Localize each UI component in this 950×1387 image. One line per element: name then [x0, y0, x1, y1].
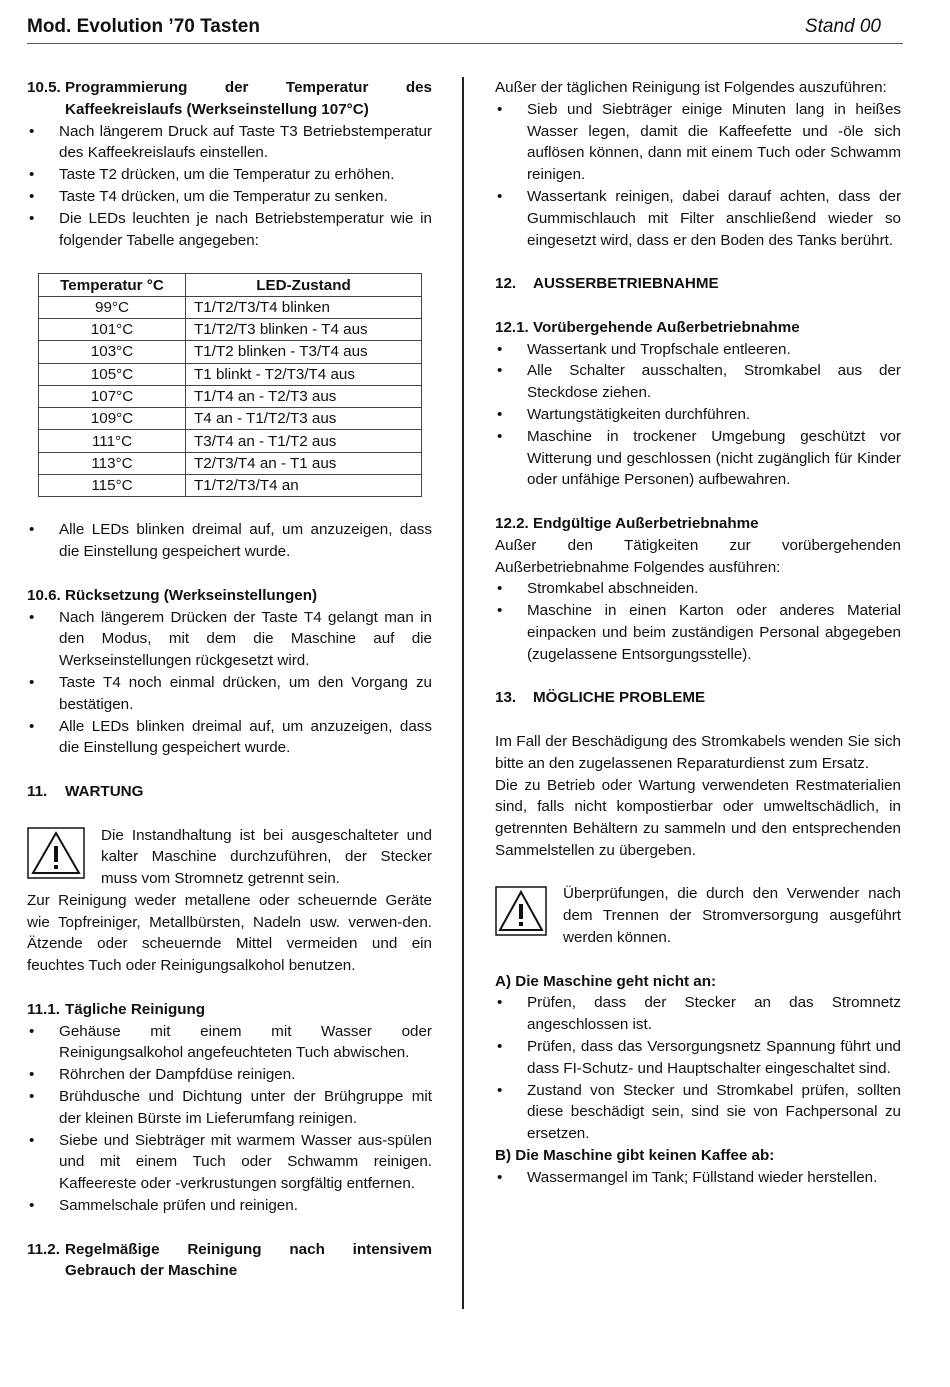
- warning-icon: [27, 827, 87, 886]
- column-header-temperature: Temperatur °C: [39, 274, 186, 296]
- table-cell: T2/T3/T4 an - T1 aus: [186, 452, 422, 474]
- table-row: [39, 318, 422, 340]
- section-heading: [27, 999, 432, 1021]
- document-title: Mod. Evolution ’70 Tasten: [27, 16, 260, 37]
- section-number: 11.1.: [27, 1000, 60, 1018]
- table-row: [39, 430, 422, 452]
- list-item: • Alle LEDs blinken dreimal auf, um anzuzeigen, dass die Einstellung gespeichert wurde.: [27, 716, 432, 760]
- bullet-list: [495, 339, 901, 492]
- section-heading: [27, 1239, 432, 1261]
- paragraph: Die zu Betrieb oder Wartung verwendeten Restmaterialien sind, falls nicht kompostierbar oder umweltschädlich, in getrennten Behältern zu sammeln und den entsprechenden Sammelstellen zu übergeben.: [495, 776, 901, 859]
- table-cell: T1/T2/T3 blinken - T4 aus: [186, 318, 422, 340]
- column-divider: [462, 77, 464, 1309]
- section-number: 11.2.: [27, 1240, 60, 1258]
- table-row: [39, 363, 422, 385]
- table-cell: 111°C: [39, 430, 186, 452]
- section-title: AUSSERBETRIEBNAHME: [533, 275, 719, 293]
- section-title: Endgültige Außerbetriebnahme: [533, 514, 759, 532]
- table-cell: T1/T2/T3/T4 an: [186, 475, 422, 497]
- table-row: [39, 408, 422, 430]
- table-cell: T4 an - T1/T2/T3 aus: [186, 408, 422, 430]
- section-number: 13.: [495, 689, 517, 707]
- table-cell: T1/T2 blinken - T3/T4 aus: [186, 341, 422, 363]
- warning-box: [495, 883, 901, 948]
- section-heading: [495, 513, 901, 535]
- table-cell: 109°C: [39, 408, 186, 430]
- list-item: • Maschine in einen Karton oder anderes Material einpacken und beim zuständigen Personal abgegeben (zugelassene Entsorgungsstelle).: [495, 600, 901, 665]
- bullet-list: [495, 992, 901, 1145]
- list-item: • Taste T2 drücken, um die Temperatur zu erhöhen.: [27, 164, 432, 186]
- list-item: • Alle LEDs blinken dreimal auf, um anzuzeigen, dass die Einstellung gespeichert wurde.: [27, 519, 432, 563]
- section-number: 12.1.: [495, 318, 529, 336]
- section-heading: [495, 273, 901, 295]
- list-item: • Taste T4 noch einmal drücken, um den Vorgang zu bestätigen.: [27, 672, 432, 716]
- table-row: [39, 475, 422, 497]
- table-row: [39, 385, 422, 407]
- document-version: Stand 00: [804, 16, 881, 37]
- right-column: [495, 77, 901, 1189]
- bullet-list: [27, 1021, 432, 1217]
- list-item: • Prüfen, dass das Versorgungsnetz Spannung führt und dass FI-Schutz- und Hauptschalter eingeschaltet sind.: [495, 1036, 901, 1080]
- table-header-row: [39, 274, 422, 296]
- list-item: • Stromkabel abschneiden.: [495, 578, 901, 600]
- warning-text: Überprüfungen, die durch den Verwender nach dem Trennen der Stromversorgung ausgeführt werden können.: [563, 885, 901, 947]
- subsection-heading: B) Die Maschine gibt keinen Kaffee ab:: [495, 1147, 775, 1165]
- section-heading: [27, 77, 432, 99]
- table-cell: 113°C: [39, 452, 186, 474]
- section-heading: [495, 687, 901, 709]
- list-item: • Wassertank reinigen, dabei darauf achten, dass der Gummischlauch mit Filter anschließend wieder so eingesetzt wird, dass er den Boden des Tanks berührt.: [495, 186, 901, 251]
- section-heading: [27, 781, 432, 803]
- list-item: • Wassermangel im Tank; Füllstand wieder herstellen.: [495, 1167, 901, 1189]
- paragraph: Zur Reinigung weder metallene oder scheuernde Geräte wie Topfreiniger, Metallbürsten, Nadeln usw. verwen-den. Ätzende oder scheuernde Mittel vermeiden und ein feuchtes Tuch oder Reinigungsalkohol benutzen.: [27, 891, 432, 975]
- led-table: [38, 273, 422, 497]
- bullet-list: [495, 1167, 901, 1189]
- table-cell: T1/T2/T3/T4 blinken: [186, 296, 422, 318]
- section-heading: [495, 317, 901, 339]
- list-item: • Wassertank und Tropfschale entleeren.: [495, 339, 901, 361]
- left-column: [27, 77, 432, 1282]
- bullet-list: [27, 607, 432, 760]
- section-heading-cont: [27, 99, 432, 121]
- table-row: [39, 296, 422, 318]
- table-cell: 101°C: [39, 318, 186, 340]
- table-cell: 99°C: [39, 296, 186, 318]
- warning-box: [27, 825, 432, 890]
- section-title: Kaffeekreislaufs (Werkseinstellung 107°C): [65, 100, 369, 118]
- list-item: • Nach längerem Druck auf Taste T3 Betriebstemperatur des Kaffeekreislaufs einstellen.: [27, 121, 432, 165]
- list-item: • Maschine in trockener Umgebung geschützt vor Witterung und geschlossen (nicht zugänglich für Kinder oder unfähige Personen) aufbewahren.: [495, 426, 901, 491]
- list-item: • Nach längerem Drücken der Taste T4 gelangt man in den Modus, mit dem die Maschine auf die Werkseinstellungen rückgesetzt wird.: [27, 607, 432, 672]
- section-number: 10.6.: [27, 586, 61, 604]
- section-title: Programmierung der Temperatur des: [65, 79, 432, 96]
- warning-icon: [495, 885, 549, 943]
- table-cell: 107°C: [39, 385, 186, 407]
- table-cell: T1 blinkt - T2/T3/T4 aus: [186, 363, 422, 385]
- warning-text: Die Instandhaltung ist bei ausgeschalteter und kalter Maschine durchzuführen, der Stecker muss vom Stromnetz getrennt sein.: [101, 826, 432, 888]
- list-item: • Taste T4 drücken, um die Temperatur zu senken.: [27, 186, 432, 208]
- section-title: Rücksetzung (Werkseinstellungen): [65, 586, 318, 604]
- table-cell: 105°C: [39, 363, 186, 385]
- section-title: Tägliche Reinigung: [65, 1000, 206, 1018]
- table-row: [39, 452, 422, 474]
- section-title: Regelmäßige Reinigung nach intensivem: [65, 1240, 432, 1258]
- table-cell: 115°C: [39, 475, 186, 497]
- bullet-list: [27, 121, 432, 252]
- list-item: • Röhrchen der Dampfdüse reinigen.: [27, 1064, 432, 1086]
- column-header-led: LED-Zustand: [186, 274, 422, 296]
- list-item: • Alle Schalter ausschalten, Stromkabel aus der Steckdose ziehen.: [495, 360, 901, 404]
- table-cell: 103°C: [39, 341, 186, 363]
- page-header: [27, 12, 903, 44]
- bullet-list: [495, 578, 901, 665]
- bullet-list: [495, 99, 901, 252]
- subsection-heading: A) Die Maschine geht nicht an:: [495, 972, 717, 990]
- section-title: Gebrauch der Maschine: [65, 1262, 238, 1280]
- section-title: WARTUNG: [65, 782, 144, 800]
- table-cell: T3/T4 an - T1/T2 aus: [186, 430, 422, 452]
- list-item: • Siebe und Siebträger mit warmem Wasser aus-spülen und mit einem Tuch oder Schwamm reinigen. Kaffeereste oder -verkrustungen sorgfältig entfernen.: [27, 1130, 432, 1195]
- list-item: • Zustand von Stecker und Stromkabel prüfen, sollten diese beschädigt sein, sind sie von Fachpersonal zu ersetzen.: [495, 1080, 901, 1145]
- list-item: • Gehäuse mit einem mit Wasser oder Reinigungsalkohol angefeuchteten Tuch abwischen.: [27, 1021, 432, 1065]
- section-heading: [27, 585, 432, 607]
- section-number: 10.5.: [27, 79, 61, 96]
- paragraph: Außer den Tätigkeiten zur vorübergehenden Außerbetriebnahme Folgendes ausführen:: [495, 536, 901, 576]
- section-title: Vorübergehende Außerbetriebnahme: [533, 318, 800, 336]
- section-title: MÖGLICHE PROBLEME: [533, 689, 706, 707]
- section-number: 12.2.: [495, 514, 529, 532]
- list-item: • Sammelschale prüfen und reinigen.: [27, 1195, 432, 1217]
- list-item: • Die LEDs leuchten je nach Betriebstemperatur wie in folgender Tabelle angegeben:: [27, 208, 432, 252]
- section-number: 12.: [495, 275, 517, 293]
- list-item: • Prüfen, dass der Stecker an das Stromnetz angeschlossen ist.: [495, 992, 901, 1036]
- list-item: • Sieb und Siebträger einige Minuten lang in heißes Wasser legen, damit die Kaffeefette und -öle sich auflösen können, dann mit einem Tuch oder Schwamm reinigen.: [495, 99, 901, 186]
- table-cell: T1/T4 an - T2/T3 aus: [186, 385, 422, 407]
- list-item: • Brühdusche und Dichtung unter der Brühgruppe mit der kleinen Bürste im Lieferumfang reinigen.: [27, 1086, 432, 1130]
- paragraph: Außer der täglichen Reinigung ist Folgendes auszuführen:: [495, 79, 887, 96]
- bullet-list: [27, 519, 432, 563]
- paragraph: Im Fall der Beschädigung des Stromkabels wenden Sie sich bitte an den zugelassenen Reparaturdienst zum Ersatz.: [495, 732, 901, 772]
- section-heading-cont: [27, 1260, 432, 1282]
- list-item: • Wartungstätigkeiten durchführen.: [495, 404, 901, 426]
- table-row: [39, 341, 422, 363]
- section-number: 11.: [27, 782, 48, 800]
